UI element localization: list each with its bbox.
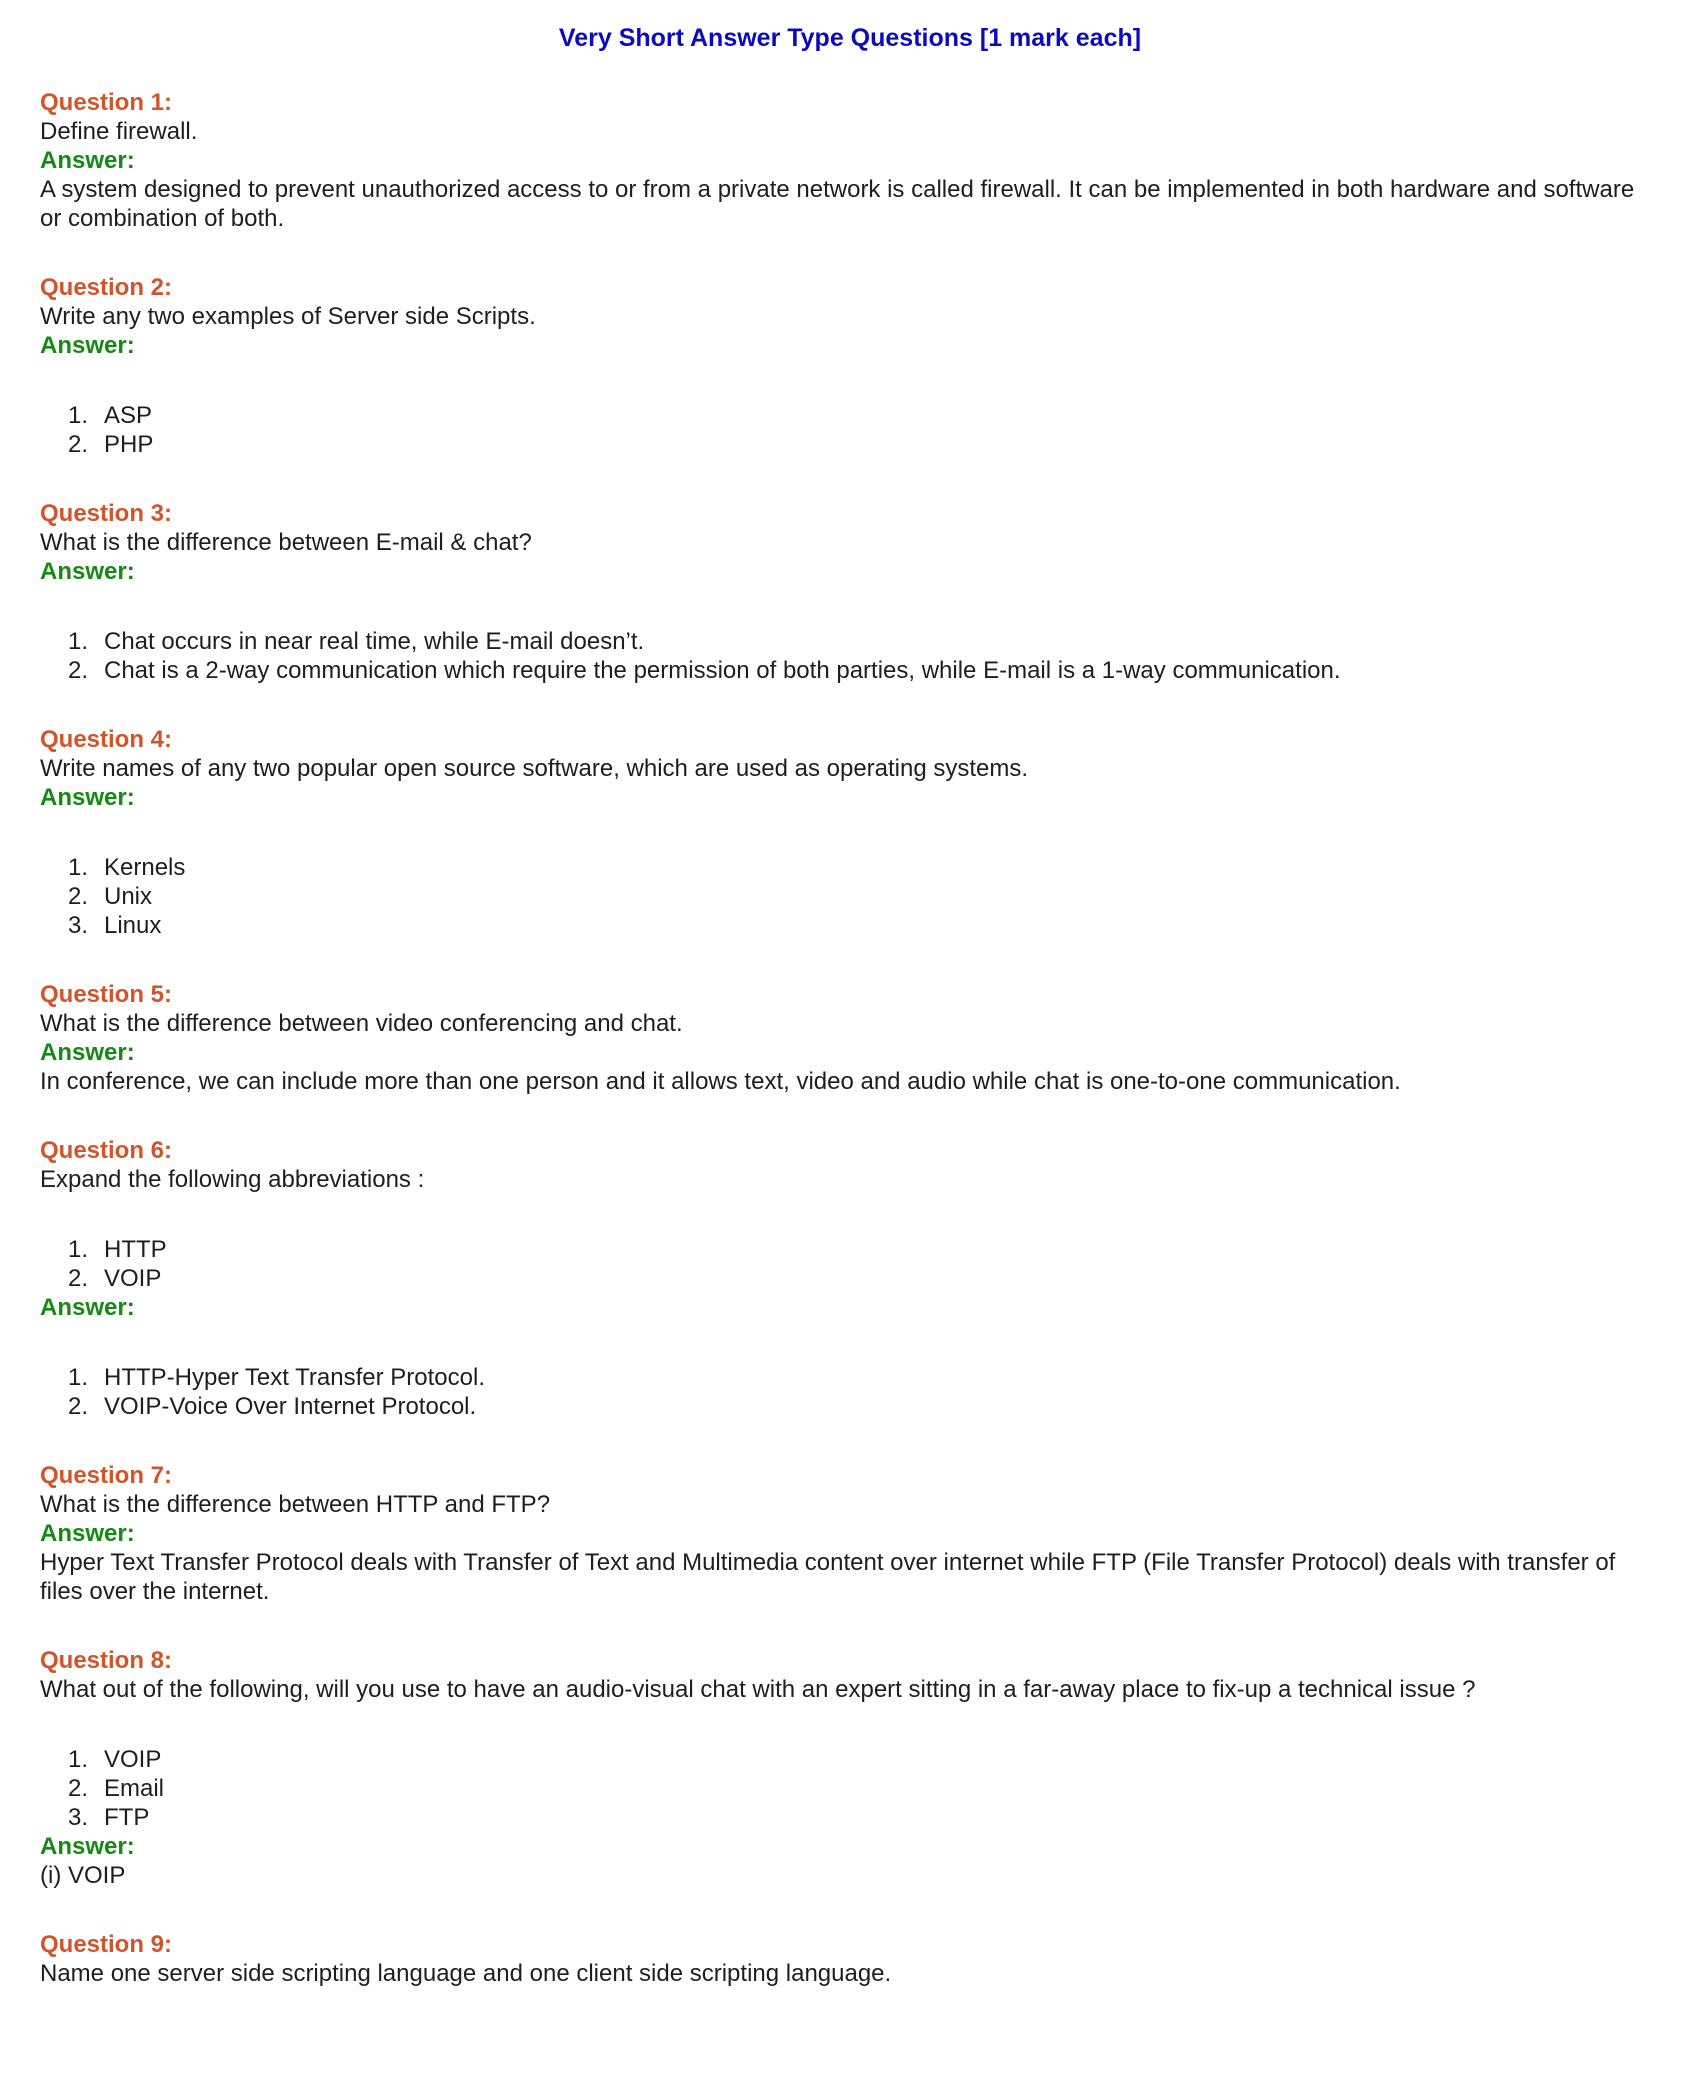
answer-text: (i) VOIP <box>40 1862 126 1889</box>
question-label: Question 6: <box>40 1137 173 1164</box>
question-label: Question 4: <box>40 726 173 753</box>
list-item <box>40 1264 1660 1293</box>
answer-label: Answer: <box>40 1833 135 1860</box>
list-item <box>40 430 1660 459</box>
list-item-text: VOIP <box>104 1746 162 1773</box>
list-item-text: FTP <box>104 1804 150 1831</box>
question-text: What is the difference between E-mail & chat? <box>40 529 532 556</box>
page-title: Very Short Answer Type Questions [1 mark each] <box>558 24 1142 52</box>
question-label: Question 1: <box>40 89 173 116</box>
question-block <box>40 980 1660 1096</box>
question-text: Define firewall. <box>40 118 198 145</box>
list-item-number: 2. <box>68 1775 89 1802</box>
question-text: What is the difference between video conferencing and chat. <box>40 1010 683 1037</box>
question-text: Write any two examples of Server side Scripts. <box>40 303 536 330</box>
list-item-text: PHP <box>104 431 154 458</box>
question-options-list <box>40 1745 1660 1832</box>
list-item-number: 2. <box>68 883 89 910</box>
question-text: Expand the following abbreviations : <box>40 1166 425 1193</box>
list-item-number: 3. <box>68 1804 89 1831</box>
question-label: Question 3: <box>40 500 173 527</box>
list-item <box>40 911 1660 940</box>
list-item-text: Chat is a 2-way communication which require the permission of both parties, while E-mail is a 1-way communication. <box>104 657 1341 684</box>
answer-text: A system designed to prevent unauthorized access to or from a private network is called firewall. It can be implemented in both hardware and software or combination of both. <box>40 176 1635 232</box>
question-text: Write names of any two popular open source software, which are used as operating systems. <box>40 755 1029 782</box>
list-item <box>40 1363 1660 1392</box>
list-item-text: Unix <box>104 883 153 910</box>
question-block <box>40 273 1660 459</box>
list-item-number: 1. <box>68 402 89 429</box>
question-block <box>40 1646 1660 1890</box>
list-item-number: 1. <box>68 628 89 655</box>
list-item <box>40 656 1660 685</box>
list-item-number: 1. <box>68 1236 89 1263</box>
answer-label: Answer: <box>40 147 135 174</box>
answer-text: In conference, we can include more than one person and it allows text, video and audio while chat is one-to-one communication. <box>40 1068 1401 1095</box>
list-item <box>40 1803 1660 1832</box>
qa-list <box>40 88 1660 1988</box>
question-text: What out of the following, will you use to have an audio-visual chat with an expert sitting in a far-away place to fix-up a technical issue ? <box>40 1676 1476 1703</box>
list-item-text: VOIP-Voice Over Internet Protocol. <box>104 1393 477 1420</box>
list-item-number: 2. <box>68 657 89 684</box>
answer-list <box>40 627 1660 685</box>
question-block <box>40 88 1660 233</box>
question-label: Question 2: <box>40 274 173 301</box>
list-item-text: VOIP <box>104 1265 162 1292</box>
answer-list <box>40 1363 1660 1421</box>
answer-label: Answer: <box>40 784 135 811</box>
question-label: Question 8: <box>40 1647 173 1674</box>
list-item-number: 2. <box>68 1265 89 1292</box>
list-item <box>40 1745 1660 1774</box>
list-item-number: 1. <box>68 854 89 881</box>
list-item-number: 2. <box>68 431 89 458</box>
question-block <box>40 725 1660 940</box>
answer-label: Answer: <box>40 332 135 359</box>
answer-label: Answer: <box>40 1294 135 1321</box>
answer-label: Answer: <box>40 1039 135 1066</box>
question-label: Question 9: <box>40 1931 173 1958</box>
answer-label: Answer: <box>40 558 135 585</box>
question-text: What is the difference between HTTP and FTP? <box>40 1491 551 1518</box>
list-item-text: Linux <box>104 912 162 939</box>
question-block <box>40 1461 1660 1606</box>
list-item-text: HTTP-Hyper Text Transfer Protocol. <box>104 1364 485 1391</box>
question-text: Name one server side scripting language and one client side scripting language. <box>40 1960 892 1987</box>
list-item-text: Chat occurs in near real time, while E-mail doesn’t. <box>104 628 645 655</box>
list-item-text: Kernels <box>104 854 186 881</box>
question-label: Question 5: <box>40 981 173 1008</box>
list-item <box>40 1235 1660 1264</box>
list-item <box>40 627 1660 656</box>
question-options-list <box>40 1235 1660 1293</box>
answer-text: Hyper Text Transfer Protocol deals with Transfer of Text and Multimedia content over internet while FTP (File Transfer Protocol) deals with transfer of files over the internet. <box>40 1549 1616 1605</box>
list-item <box>40 882 1660 911</box>
question-block <box>40 499 1660 685</box>
list-item-number: 2. <box>68 1393 89 1420</box>
list-item-text: Email <box>104 1775 165 1802</box>
list-item-number: 1. <box>68 1364 89 1391</box>
list-item-number: 1. <box>68 1746 89 1773</box>
list-item <box>40 1392 1660 1421</box>
answer-list <box>40 401 1660 459</box>
question-block <box>40 1136 1660 1421</box>
list-item-text: HTTP <box>104 1236 167 1263</box>
list-item <box>40 853 1660 882</box>
question-block <box>40 1930 1660 1988</box>
answer-label: Answer: <box>40 1520 135 1547</box>
answer-list <box>40 853 1660 940</box>
list-item <box>40 401 1660 430</box>
list-item <box>40 1774 1660 1803</box>
list-item-number: 3. <box>68 912 89 939</box>
question-label: Question 7: <box>40 1462 173 1489</box>
list-item-text: ASP <box>104 402 153 429</box>
